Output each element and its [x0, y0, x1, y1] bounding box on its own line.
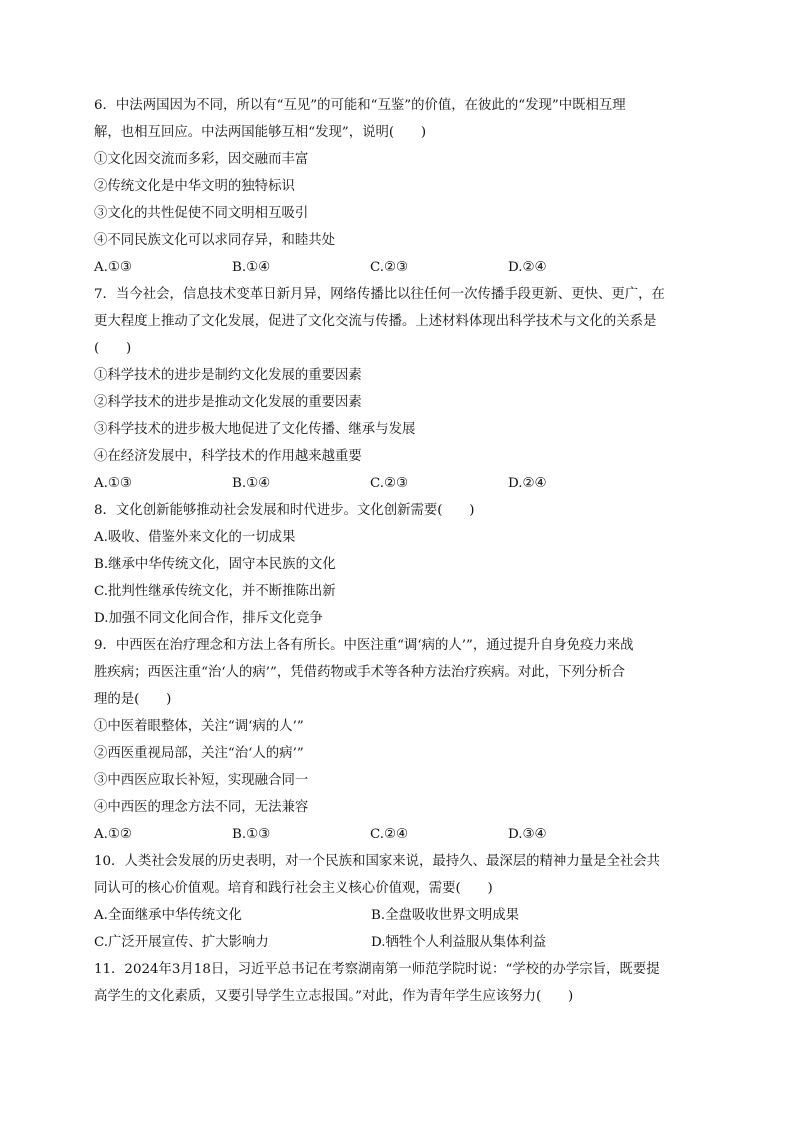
- question-stem-line: 高学生的文化素质，又要引导学生立志报国。”对此，作为青年学生应该努力( ): [94, 989, 574, 1004]
- statement: ④不同民族文化可以求同存异，和睦共处: [94, 233, 336, 248]
- choice-c: C.②③: [370, 476, 409, 491]
- choice-d: D.②④: [508, 260, 547, 275]
- statement: ③文化的共性促使不同文明相互吸引: [94, 206, 309, 221]
- option-a: A.吸收、借鉴外来文化的一切成果: [94, 530, 296, 545]
- question-9: [94, 632, 704, 848]
- choice-a: A.①③: [94, 476, 132, 491]
- statement: ④中西医的理念方法不同，无法兼容: [94, 800, 309, 815]
- question-stem-line: 6．中法两国因为不同，所以有“互见”的可能和“互鉴”的价值，在彼此的“发现”中既相互理: [94, 98, 626, 113]
- question-stem-line: 胜疾病；西医注重“治‘人的病’”，凭借药物或手术等各种方法治疗疾病。对此，下列分析合: [94, 665, 626, 680]
- option-a: A.全面继承中华传统文化: [94, 908, 242, 923]
- choice-d: D.②④: [508, 476, 547, 491]
- option-d: D.牺牲个人利益服从集体利益: [371, 935, 547, 950]
- question-stem-line: 10．人类社会发展的历史表明，对一个民族和国家来说，最持久、最深层的精神力量是全社会共: [94, 854, 661, 869]
- choice-a: A.①②: [94, 827, 132, 842]
- statement: ④在经济发展中，科学技术的作用越来越重要: [94, 449, 362, 464]
- choice-row: [94, 902, 704, 929]
- choice-c: C.②③: [370, 260, 409, 275]
- choice-row: [94, 821, 704, 848]
- question-11: [94, 956, 704, 1010]
- statement: ②传统文化是中华文明的独特标识: [94, 179, 295, 194]
- question-10: [94, 848, 704, 956]
- question-stem-line: 11．2024年3月18日，习近平总书记在考察湖南第一师范学院时说：“学校的办学宗旨，既要提: [94, 962, 660, 977]
- statement: ③中西医应取长补短，实现融合同一: [94, 773, 309, 788]
- choice-a: A.①③: [94, 260, 132, 275]
- question-stem-line: 同认可的核心价值观。培育和践行社会主义核心价值观，需要( ): [94, 881, 493, 896]
- question-stem-line: 更大程度上推动了文化发展，促进了文化交流与传播。上述材料体现出科学技术与文化的关系是: [94, 314, 657, 329]
- option-b: B.全盘吸收世界文明成果: [371, 908, 520, 923]
- question-stem-line: 9．中西医在治疗理念和方法上各有所长。中医注重“调‘病的人’”，通过提升自身免疫力来战: [94, 638, 634, 653]
- question-stem-line: 7．当今社会，信息技术变革日新月异，网络传播比以往任何一次传播手段更新、更快、更广，在: [94, 287, 665, 302]
- question-stem-line: 解，也相互回应。中法两国能够互相“发现”，说明( ): [94, 125, 427, 140]
- question-stem-line: 理的是( ): [94, 692, 172, 707]
- choice-row: [94, 470, 704, 497]
- statement: ②西医重视局部，关注“治‘人的病’”: [94, 746, 304, 761]
- question-stem-line: 8．文化创新能够推动社会发展和时代进步。文化创新需要( ): [94, 503, 475, 518]
- question-stem-line: ( ): [94, 341, 132, 356]
- statement: ①中医着眼整体，关注“调‘病的人’”: [94, 719, 304, 734]
- option-d: D.加强不同文化间合作，排斥文化竞争: [94, 611, 323, 626]
- choice-d: D.③④: [508, 827, 547, 842]
- question-8: [94, 497, 704, 632]
- statement: ②科学技术的进步是推动文化发展的重要因素: [94, 395, 362, 410]
- choice-b: B.①③: [232, 827, 271, 842]
- option-c: C.批判性继承传统文化，并不断推陈出新: [94, 584, 336, 599]
- choice-row: [94, 929, 704, 956]
- question-7: [94, 281, 704, 497]
- choice-c: C.②④: [370, 827, 409, 842]
- statement: ①文化因交流而多彩，因交融而丰富: [94, 152, 309, 167]
- statement: ③科学技术的进步极大地促进了文化传播、继承与发展: [94, 422, 416, 437]
- option-c: C.广泛开展宣传、扩大影响力: [94, 935, 269, 950]
- question-6: [94, 92, 704, 281]
- exam-page: [94, 92, 704, 1010]
- option-b: B.继承中华传统文化，固守本民族的文化: [94, 557, 336, 572]
- statement: ①科学技术的进步是制约文化发展的重要因素: [94, 368, 362, 383]
- choice-row: [94, 254, 704, 281]
- choice-b: B.①④: [232, 476, 271, 491]
- choice-b: B.①④: [232, 260, 271, 275]
